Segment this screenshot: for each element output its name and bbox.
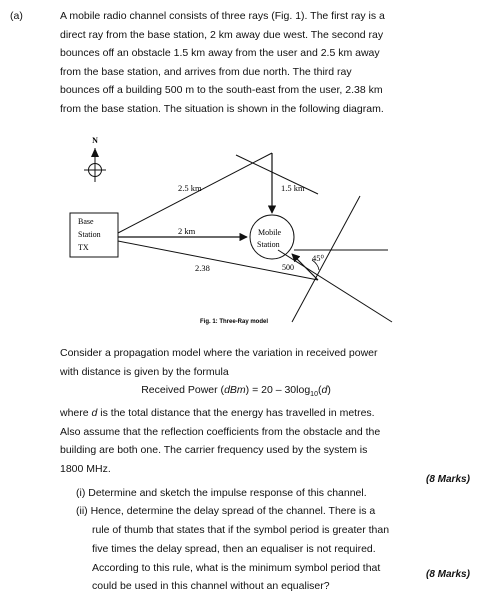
intro-paragraph [60, 7, 412, 118]
conditions-var-d: d [91, 407, 98, 419]
label-2-5km: 2.5 km [178, 183, 202, 193]
conditions-rest: is the total distance that the energy has travelled in metres. [97, 407, 375, 419]
base-station-label: TX [78, 243, 89, 252]
marks-i: (8 Marks) [426, 474, 470, 485]
conditions-line [60, 404, 412, 423]
mobile-station-label: Mobile [258, 228, 282, 237]
intro-line: from the base station. The situation is shown in the following diagram. [60, 102, 384, 115]
conditions-line: building are both one. The carrier frequency used by the system is [60, 444, 368, 456]
formula-close: ) [327, 384, 331, 396]
ray-2-segment-1 [118, 153, 272, 233]
label-500: 500 [282, 263, 294, 272]
mobile-station-label: Station [257, 240, 280, 249]
intro-line: direct ray from the base station, 2 km away due west. The second ray [60, 28, 384, 41]
conditions-paragraph [60, 404, 412, 478]
conditions-line: 1800 MHz. [60, 462, 111, 475]
label-2-38: 2.38 [195, 263, 210, 273]
intro-line: bounces off a building 500 m to the south-east from the user, 2.38 km [60, 84, 383, 96]
formula [60, 384, 412, 398]
mobile-station-circle [250, 215, 294, 259]
question-ii-line: (ii) Hence, determine the delay spread of the channel. There is a [76, 505, 376, 517]
intro-line: bounces off an obstacle 1.5 km away from the user and 2.5 km away [60, 47, 380, 59]
building-wall [278, 250, 392, 322]
intro-line: A mobile radio channel consists of three rays (Fig. 1). The first ray is a [60, 10, 385, 22]
part-label: (a) [10, 10, 23, 22]
question-ii-line: could be used in this channel without an equaliser? [92, 580, 330, 592]
label-1-5km: 1.5 km [281, 183, 305, 193]
conditions-where: where [60, 407, 92, 419]
building-normal [292, 196, 360, 322]
question-i: (i) Determine and sketch the impulse response of this channel. [76, 487, 367, 499]
question-ii-line: five times the delay spread, then an equaliser is not required. [92, 543, 376, 555]
model-line: Consider a propagation model where the variation in received power [60, 347, 378, 359]
three-ray-diagram [0, 128, 488, 338]
formula-middle: ) = 20 – 30log [245, 384, 311, 396]
label-45-degrees: 45⁰ [312, 253, 324, 263]
obstacle-wall [236, 155, 318, 194]
formula-prefix: Received Power ( [141, 384, 225, 396]
question-ii-line: rule of thumb that states that if the symbol period is greater than [92, 524, 390, 536]
formula-var-dbm: dBm [224, 384, 246, 396]
north-compass-icon [84, 148, 106, 182]
base-station-label: Base [78, 217, 94, 226]
model-paragraph [60, 344, 412, 381]
north-label: N [92, 136, 98, 145]
label-2km: 2 km [178, 226, 196, 236]
formula-subscript: 10 [310, 391, 318, 399]
intro-line: from the base station, and arrives from due north. The third ray [60, 65, 352, 78]
formula-open: ( [317, 384, 322, 396]
marks-ii: (8 Marks) [426, 569, 470, 580]
base-station-label: Station [78, 230, 101, 239]
figure-caption: Fig. 1: Three-Ray model [199, 319, 269, 325]
conditions-line: Also assume that the reflection coefficients from the obstacle and the [60, 425, 381, 438]
question-ii-line: According to this rule, what is the minimum symbol period that [92, 562, 381, 574]
formula-var-d: d [321, 384, 328, 396]
model-line: with distance is given by the formula [60, 365, 229, 378]
